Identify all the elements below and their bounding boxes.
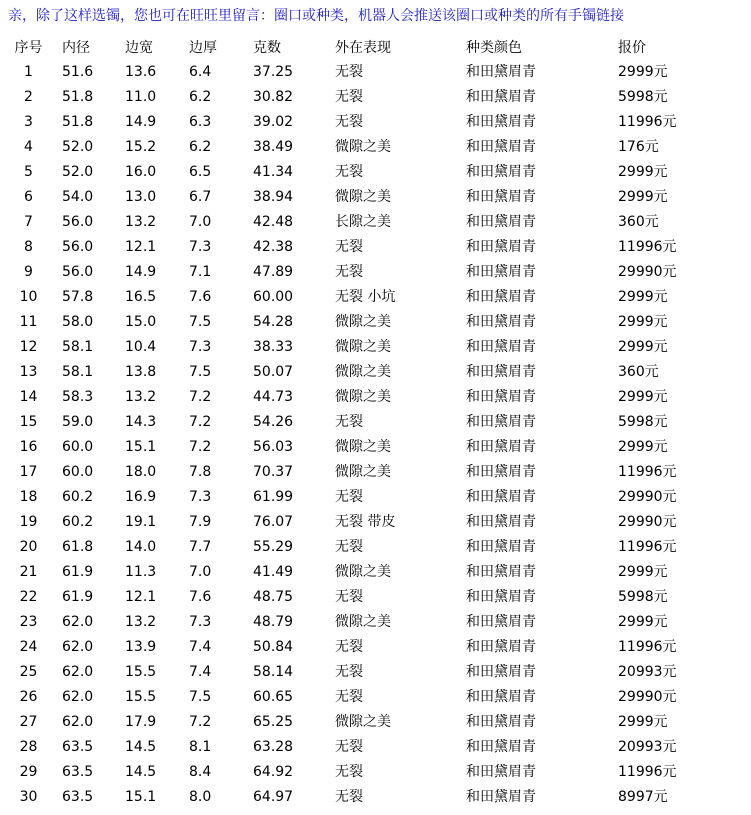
cell-price: 11996元: [618, 764, 677, 780]
cell-width: 14.9: [125, 114, 157, 130]
cell-width: 11.0: [125, 89, 157, 105]
cell-appearance: 无裂 带皮: [335, 514, 396, 530]
cell-inner-diameter: 51.6: [62, 64, 94, 80]
cell-thickness: 7.5: [189, 364, 212, 380]
table-row: [0, 760, 751, 785]
cell-index: 29: [19, 764, 38, 780]
column-header-thickness: 边厚: [189, 40, 217, 56]
cell-thickness: 6.2: [189, 139, 212, 155]
cell-thickness: 7.6: [189, 289, 212, 305]
cell-weight: 44.73: [253, 389, 294, 405]
cell-thickness: 8.1: [189, 739, 212, 755]
cell-index: 8: [24, 239, 33, 255]
cell-appearance: 微隙之美: [335, 464, 391, 480]
table-row: [0, 110, 751, 135]
table-row: [0, 735, 751, 760]
cell-price: 2999元: [618, 714, 668, 730]
cell-price: 176元: [618, 139, 659, 155]
cell-weight: 47.89: [253, 264, 294, 280]
cell-appearance: 无裂: [335, 64, 363, 80]
table-row: [0, 160, 751, 185]
cell-type-color: 和田黛眉青: [466, 689, 536, 705]
cell-thickness: 7.3: [189, 339, 212, 355]
cell-inner-diameter: 60.0: [62, 439, 94, 455]
table-row: [0, 185, 751, 210]
cell-width: 16.9: [125, 489, 157, 505]
cell-price: 2999元: [618, 314, 668, 330]
cell-type-color: 和田黛眉青: [466, 464, 536, 480]
cell-index: 7: [24, 214, 33, 230]
cell-width: 15.5: [125, 664, 157, 680]
cell-index: 23: [19, 614, 38, 630]
cell-width: 18.0: [125, 464, 157, 480]
cell-type-color: 和田黛眉青: [466, 389, 536, 405]
table-row: [0, 785, 751, 810]
cell-appearance: 无裂: [335, 639, 363, 655]
cell-width: 13.9: [125, 639, 157, 655]
cell-inner-diameter: 61.9: [62, 564, 94, 580]
cell-price: 11996元: [618, 639, 677, 655]
cell-index: 5: [24, 164, 33, 180]
cell-inner-diameter: 58.3: [62, 389, 94, 405]
cell-price: 2999元: [618, 289, 668, 305]
cell-index: 20: [19, 539, 38, 555]
table-row: [0, 285, 751, 310]
table-body: [0, 60, 751, 810]
cell-weight: 48.79: [253, 614, 294, 630]
cell-type-color: 和田黛眉青: [466, 639, 536, 655]
cell-thickness: 7.5: [189, 314, 212, 330]
cell-index: 18: [19, 489, 38, 505]
cell-inner-diameter: 58.0: [62, 314, 94, 330]
cell-type-color: 和田黛眉青: [466, 764, 536, 780]
cell-inner-diameter: 62.0: [62, 714, 94, 730]
bracelet-table: [0, 36, 751, 810]
cell-type-color: 和田黛眉青: [466, 714, 536, 730]
cell-inner-diameter: 56.0: [62, 239, 94, 255]
cell-price: 5998元: [618, 89, 668, 105]
cell-type-color: 和田黛眉青: [466, 64, 536, 80]
cell-inner-diameter: 52.0: [62, 139, 94, 155]
cell-width: 19.1: [125, 514, 157, 530]
cell-thickness: 7.2: [189, 439, 212, 455]
column-header-index: 序号: [14, 40, 43, 56]
cell-type-color: 和田黛眉青: [466, 739, 536, 755]
cell-width: 12.1: [125, 239, 157, 255]
cell-thickness: 7.4: [189, 664, 212, 680]
cell-appearance: 微隙之美: [335, 389, 391, 405]
cell-price: 360元: [618, 214, 659, 230]
cell-inner-diameter: 62.0: [62, 639, 94, 655]
cell-appearance: 无裂: [335, 739, 363, 755]
cell-thickness: 7.2: [189, 389, 212, 405]
cell-inner-diameter: 51.8: [62, 89, 94, 105]
cell-thickness: 7.5: [189, 689, 212, 705]
table-row: [0, 360, 751, 385]
cell-width: 15.1: [125, 439, 157, 455]
cell-appearance: 无裂: [335, 489, 363, 505]
cell-appearance: 无裂: [335, 239, 363, 255]
cell-weight: 55.29: [253, 539, 294, 555]
cell-inner-diameter: 63.5: [62, 789, 94, 805]
cell-inner-diameter: 60.2: [62, 489, 94, 505]
cell-appearance: 微隙之美: [335, 439, 391, 455]
table-row: [0, 660, 751, 685]
cell-appearance: 无裂: [335, 764, 363, 780]
cell-weight: 50.84: [253, 639, 294, 655]
cell-inner-diameter: 54.0: [62, 189, 94, 205]
table-row: [0, 210, 751, 235]
cell-weight: 38.94: [253, 189, 294, 205]
column-header-type-color: 种类颜色: [466, 40, 522, 56]
cell-thickness: 7.2: [189, 414, 212, 430]
cell-type-color: 和田黛眉青: [466, 439, 536, 455]
table-row: [0, 60, 751, 85]
cell-price: 29990元: [618, 514, 677, 530]
table-row: [0, 260, 751, 285]
cell-weight: 37.25: [253, 64, 294, 80]
cell-weight: 38.49: [253, 139, 294, 155]
table-row: [0, 510, 751, 535]
cell-inner-diameter: 63.5: [62, 739, 94, 755]
cell-price: 5998元: [618, 589, 668, 605]
cell-weight: 60.00: [253, 289, 294, 305]
cell-weight: 30.82: [253, 89, 294, 105]
cell-width: 13.6: [125, 64, 157, 80]
cell-index: 24: [19, 639, 38, 655]
cell-appearance: 无裂 小坑: [335, 289, 396, 305]
cell-weight: 63.28: [253, 739, 294, 755]
cell-type-color: 和田黛眉青: [466, 239, 536, 255]
cell-type-color: 和田黛眉青: [466, 564, 536, 580]
cell-weight: 39.02: [253, 114, 294, 130]
table-row: [0, 610, 751, 635]
cell-width: 17.9: [125, 714, 157, 730]
cell-width: 14.3: [125, 414, 157, 430]
column-header-width: 边宽: [125, 40, 153, 56]
cell-width: 13.0: [125, 189, 157, 205]
table-row: [0, 385, 751, 410]
cell-price: 2999元: [618, 64, 668, 80]
cell-index: 9: [24, 264, 33, 280]
cell-price: 20993元: [618, 664, 677, 680]
column-header-appearance: 外在表现: [335, 40, 391, 56]
cell-type-color: 和田黛眉青: [466, 289, 536, 305]
cell-inner-diameter: 57.8: [62, 289, 94, 305]
cell-thickness: 7.2: [189, 714, 212, 730]
cell-thickness: 6.7: [189, 189, 212, 205]
cell-price: 5998元: [618, 414, 668, 430]
cell-thickness: 8.0: [189, 789, 212, 805]
cell-thickness: 7.8: [189, 464, 212, 480]
cell-appearance: 无裂: [335, 89, 363, 105]
cell-weight: 48.75: [253, 589, 294, 605]
cell-thickness: 6.4: [189, 64, 212, 80]
column-header-weight: 克数: [253, 40, 281, 56]
cell-weight: 64.97: [253, 789, 294, 805]
cell-type-color: 和田黛眉青: [466, 364, 536, 380]
cell-thickness: 8.4: [189, 764, 212, 780]
cell-appearance: 无裂: [335, 689, 363, 705]
cell-thickness: 7.0: [189, 214, 212, 230]
cell-price: 2999元: [618, 564, 668, 580]
cell-price: 2999元: [618, 189, 668, 205]
cell-type-color: 和田黛眉青: [466, 114, 536, 130]
cell-inner-diameter: 58.1: [62, 364, 94, 380]
cell-type-color: 和田黛眉青: [466, 614, 536, 630]
cell-price: 29990元: [618, 264, 677, 280]
cell-inner-diameter: 56.0: [62, 214, 94, 230]
table-row: [0, 460, 751, 485]
cell-inner-diameter: 62.0: [62, 664, 94, 680]
cell-appearance: 微隙之美: [335, 339, 391, 355]
table-row: [0, 560, 751, 585]
cell-width: 10.4: [125, 339, 157, 355]
cell-appearance: 无裂: [335, 664, 363, 680]
table-row: [0, 435, 751, 460]
cell-thickness: 7.0: [189, 564, 212, 580]
cell-index: 10: [19, 289, 38, 305]
cell-width: 16.0: [125, 164, 157, 180]
cell-width: 11.3: [125, 564, 157, 580]
cell-inner-diameter: 60.2: [62, 514, 94, 530]
cell-type-color: 和田黛眉青: [466, 89, 536, 105]
cell-type-color: 和田黛眉青: [466, 414, 536, 430]
cell-inner-diameter: 58.1: [62, 339, 94, 355]
cell-appearance: 无裂: [335, 264, 363, 280]
cell-weight: 41.49: [253, 564, 294, 580]
cell-inner-diameter: 63.5: [62, 764, 94, 780]
cell-weight: 38.33: [253, 339, 294, 355]
cell-width: 14.5: [125, 764, 157, 780]
cell-width: 13.2: [125, 214, 157, 230]
cell-index: 21: [19, 564, 38, 580]
cell-thickness: 6.3: [189, 114, 212, 130]
cell-index: 17: [19, 464, 38, 480]
cell-price: 2999元: [618, 389, 668, 405]
cell-inner-diameter: 51.8: [62, 114, 94, 130]
cell-price: 2999元: [618, 164, 668, 180]
cell-appearance: 微隙之美: [335, 614, 391, 630]
column-header-inner-diameter: 内径: [62, 40, 90, 56]
cell-type-color: 和田黛眉青: [466, 189, 536, 205]
cell-width: 15.5: [125, 689, 157, 705]
cell-appearance: 微隙之美: [335, 189, 391, 205]
column-header-price: 报价: [618, 40, 646, 56]
cell-width: 12.1: [125, 589, 157, 605]
cell-weight: 56.03: [253, 439, 294, 455]
cell-width: 15.0: [125, 314, 157, 330]
cell-type-color: 和田黛眉青: [466, 514, 536, 530]
cell-appearance: 微隙之美: [335, 139, 391, 155]
cell-index: 15: [19, 414, 38, 430]
cell-appearance: 微隙之美: [335, 364, 391, 380]
cell-type-color: 和田黛眉青: [466, 539, 536, 555]
cell-weight: 42.48: [253, 214, 294, 230]
table-row: [0, 585, 751, 610]
cell-inner-diameter: 61.9: [62, 589, 94, 605]
cell-index: 19: [19, 514, 38, 530]
cell-width: 16.5: [125, 289, 157, 305]
table-row: [0, 485, 751, 510]
cell-appearance: 无裂: [335, 414, 363, 430]
cell-weight: 41.34: [253, 164, 294, 180]
cell-thickness: 7.3: [189, 489, 212, 505]
cell-appearance: 无裂: [335, 164, 363, 180]
cell-weight: 61.99: [253, 489, 294, 505]
cell-width: 13.2: [125, 389, 157, 405]
table-row: [0, 85, 751, 110]
cell-price: 360元: [618, 364, 659, 380]
cell-width: 13.8: [125, 364, 157, 380]
table-row: [0, 685, 751, 710]
cell-index: 13: [19, 364, 38, 380]
table-row: [0, 235, 751, 260]
cell-price: 11996元: [618, 464, 677, 480]
cell-price: 8997元: [618, 789, 668, 805]
cell-weight: 50.07: [253, 364, 294, 380]
cell-thickness: 7.3: [189, 614, 212, 630]
cell-appearance: 微隙之美: [335, 314, 391, 330]
cell-width: 14.0: [125, 539, 157, 555]
cell-price: 11996元: [618, 539, 677, 555]
cell-type-color: 和田黛眉青: [466, 589, 536, 605]
cell-price: 2999元: [618, 439, 668, 455]
cell-weight: 54.26: [253, 414, 294, 430]
cell-weight: 58.14: [253, 664, 294, 680]
header-row: [0, 36, 751, 60]
cell-weight: 42.38: [253, 239, 294, 255]
cell-index: 14: [19, 389, 38, 405]
cell-type-color: 和田黛眉青: [466, 339, 536, 355]
cell-index: 6: [24, 189, 33, 205]
cell-index: 4: [24, 139, 33, 155]
cell-width: 13.2: [125, 614, 157, 630]
cell-appearance: 无裂: [335, 539, 363, 555]
table-row: [0, 135, 751, 160]
table-row: [0, 335, 751, 360]
cell-thickness: 7.9: [189, 514, 212, 530]
table-row: [0, 710, 751, 735]
cell-index: 11: [19, 314, 38, 330]
cell-type-color: 和田黛眉青: [466, 789, 536, 805]
cell-type-color: 和田黛眉青: [466, 489, 536, 505]
cell-index: 12: [19, 339, 38, 355]
cell-thickness: 7.3: [189, 239, 212, 255]
cell-inner-diameter: 60.0: [62, 464, 94, 480]
table-header: [0, 36, 751, 60]
cell-width: 15.1: [125, 789, 157, 805]
cell-weight: 65.25: [253, 714, 294, 730]
cell-type-color: 和田黛眉青: [466, 314, 536, 330]
cell-index: 2: [24, 89, 33, 105]
cell-weight: 54.28: [253, 314, 294, 330]
cell-index: 25: [19, 664, 38, 680]
table-row: [0, 635, 751, 660]
cell-type-color: 和田黛眉青: [466, 264, 536, 280]
cell-appearance: 无裂: [335, 114, 363, 130]
cell-appearance: 无裂: [335, 589, 363, 605]
cell-weight: 64.92: [253, 764, 294, 780]
cell-index: 27: [19, 714, 38, 730]
cell-price: 29990元: [618, 689, 677, 705]
cell-weight: 76.07: [253, 514, 294, 530]
notice-text: 亲，除了这样选镯，您也可在旺旺里留言：圈口或种类，机器人会推送该圈口或种类的所有手镯链接: [8, 8, 624, 24]
cell-inner-diameter: 56.0: [62, 264, 94, 280]
cell-type-color: 和田黛眉青: [466, 214, 536, 230]
cell-thickness: 7.1: [189, 264, 212, 280]
cell-width: 14.9: [125, 264, 157, 280]
cell-price: 29990元: [618, 489, 677, 505]
table-row: [0, 410, 751, 435]
cell-price: 11996元: [618, 114, 677, 130]
cell-index: 26: [19, 689, 38, 705]
cell-appearance: 微隙之美: [335, 564, 391, 580]
cell-inner-diameter: 61.8: [62, 539, 94, 555]
cell-thickness: 7.7: [189, 539, 212, 555]
cell-appearance: 无裂: [335, 789, 363, 805]
cell-price: 11996元: [618, 239, 677, 255]
cell-type-color: 和田黛眉青: [466, 664, 536, 680]
cell-width: 15.2: [125, 139, 157, 155]
cell-index: 22: [19, 589, 38, 605]
cell-index: 3: [24, 114, 33, 130]
table-row: [0, 535, 751, 560]
cell-index: 1: [24, 64, 33, 80]
cell-width: 14.5: [125, 739, 157, 755]
cell-inner-diameter: 52.0: [62, 164, 94, 180]
cell-index: 28: [19, 739, 38, 755]
cell-index: 30: [19, 789, 38, 805]
cell-thickness: 7.6: [189, 589, 212, 605]
cell-inner-diameter: 59.0: [62, 414, 94, 430]
cell-price: 2999元: [618, 614, 668, 630]
cell-inner-diameter: 62.0: [62, 614, 94, 630]
cell-weight: 70.37: [253, 464, 294, 480]
cell-appearance: 长隙之美: [335, 214, 391, 230]
cell-inner-diameter: 62.0: [62, 689, 94, 705]
table-row: [0, 310, 751, 335]
cell-type-color: 和田黛眉青: [466, 139, 536, 155]
cell-price: 2999元: [618, 339, 668, 355]
cell-thickness: 7.4: [189, 639, 212, 655]
cell-appearance: 微隙之美: [335, 714, 391, 730]
cell-price: 20993元: [618, 739, 677, 755]
cell-type-color: 和田黛眉青: [466, 164, 536, 180]
cell-thickness: 6.2: [189, 89, 212, 105]
cell-index: 16: [19, 439, 38, 455]
cell-thickness: 6.5: [189, 164, 212, 180]
cell-weight: 60.65: [253, 689, 294, 705]
